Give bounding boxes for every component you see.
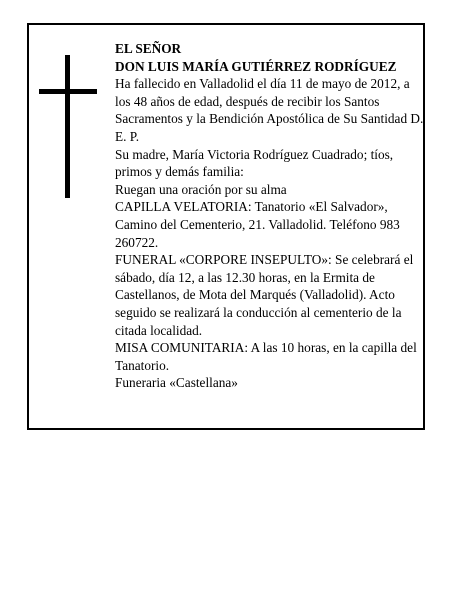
cross-horizontal-bar bbox=[39, 89, 97, 94]
notice-text bbox=[115, 40, 427, 392]
obituary-notice bbox=[27, 23, 425, 430]
death-announcement: Ha fallecido en Valladolid el día 11 de mayo de 2012, a los 48 años de edad, después de recibir los Santos Sacramentos y la Bendición Apostólica de Su Santidad D. E. P. bbox=[115, 76, 424, 144]
funeral-info: FUNERAL «CORPORE INSEPULTO»: Se celebrará el sábado, día 12, a las 12.30 horas, en la Ermita de Castellanos, de Mota del Marqués (Valladolid). Acto seguido se realizará la conducción al cementerio de la citada localidad. bbox=[115, 252, 414, 338]
deceased-name: DON LUIS MARÍA GUTIÉRREZ RODRÍGUEZ bbox=[115, 58, 397, 74]
cross-vertical-bar bbox=[65, 55, 70, 198]
wake-chapel-info: CAPILLA VELATORIA: Tanatorio «El Salvador», Camino del Cementerio, 21. Valladolid. Teléfono 983 260722. bbox=[115, 199, 400, 250]
heading-title: EL SEÑOR bbox=[115, 41, 182, 56]
family-line: Su madre, María Victoria Rodríguez Cuadrado; tíos, primos y demás familia: bbox=[115, 146, 394, 180]
cross-icon bbox=[39, 55, 97, 198]
community-mass-info: MISA COMUNITARIA: A las 10 horas, en la capilla del Tanatorio. bbox=[115, 340, 417, 373]
prayer-request: Ruegan una oración por su alma bbox=[115, 181, 287, 197]
funeral-home: Funeraria «Castellana» bbox=[115, 375, 238, 391]
